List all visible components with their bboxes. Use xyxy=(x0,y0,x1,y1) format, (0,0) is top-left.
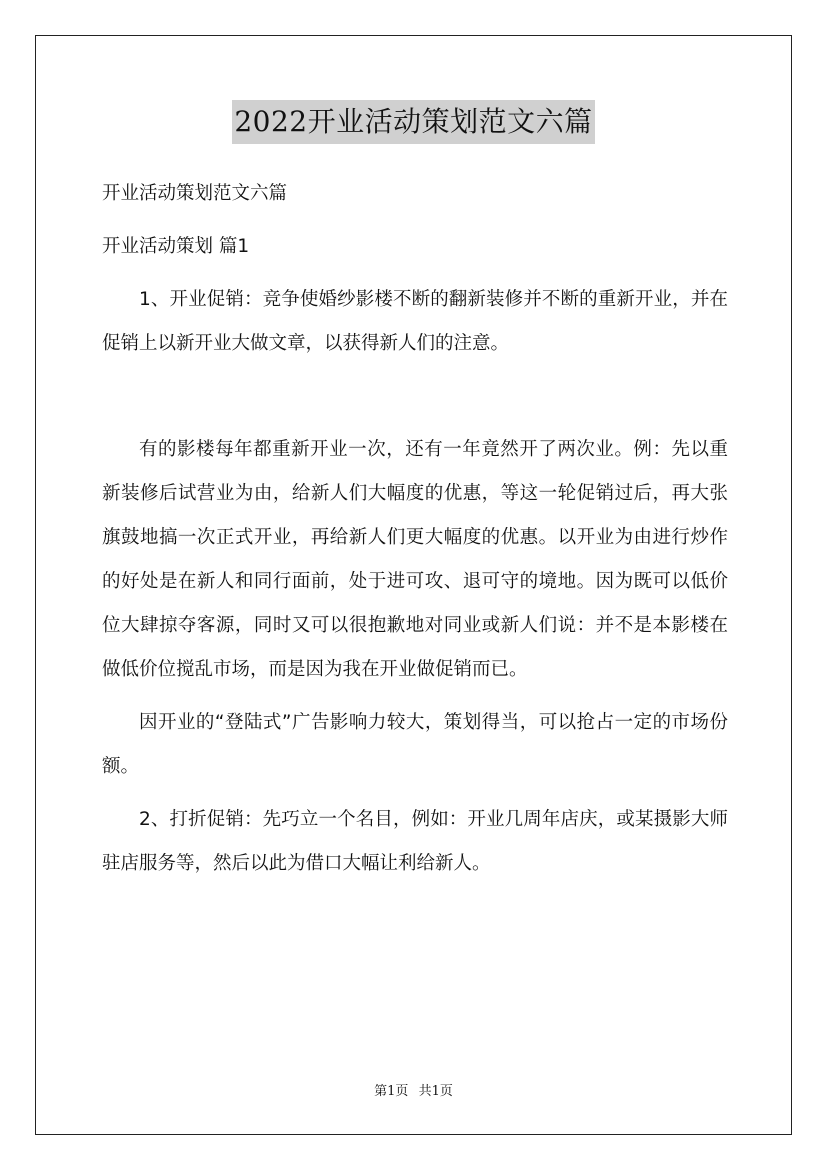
page-number: 第1页 xyxy=(374,1084,409,1099)
document-title: 2022开业活动策划范文六篇 xyxy=(232,100,594,144)
paragraph-2: 有的影楼每年都重新开业一次，还有一年竟然开了两次业。例：先以重新装修后试营业为由，给新人们大幅度的优惠，等这一轮促销过后，再大张旗鼓地搞一次正式开业，再给新人们更大幅度的优惠。以开业为由进行炒作的好处是在新人和同行面前，处于进可攻、退可守的境地。因为既可以低价位大肆掠夺客源，同时又可以很抱歉地对同业或新人们说：并不是本影楼在做低价位搅乱市场，而是因为我在开业做促销而已。 xyxy=(102,439,728,680)
document-subtitle: 开业活动策划范文六篇 xyxy=(102,183,288,204)
paragraph-4: 2、打折促销：先巧立一个名目，例如：开业几周年店庆，或某摄影大师驻店服务等，然后以此为借口大幅让利给新人。 xyxy=(102,809,728,874)
page-total: 共1页 xyxy=(418,1084,453,1099)
section-heading: 开业活动策划 篇1 xyxy=(102,236,250,257)
title-container xyxy=(0,100,827,144)
document-body xyxy=(102,172,728,895)
paragraph-3: 因开业的“登陆式”广告影响力较大，策划得当，可以抢占一定的市场份额。 xyxy=(102,712,728,777)
paragraph-1: 1、开业促销：竞争使婚纱影楼不断的翻新装修并不断的重新开业，并在促销上以新开业大做文章，以获得新人们的注意。 xyxy=(102,289,728,354)
page-footer xyxy=(0,1082,827,1102)
